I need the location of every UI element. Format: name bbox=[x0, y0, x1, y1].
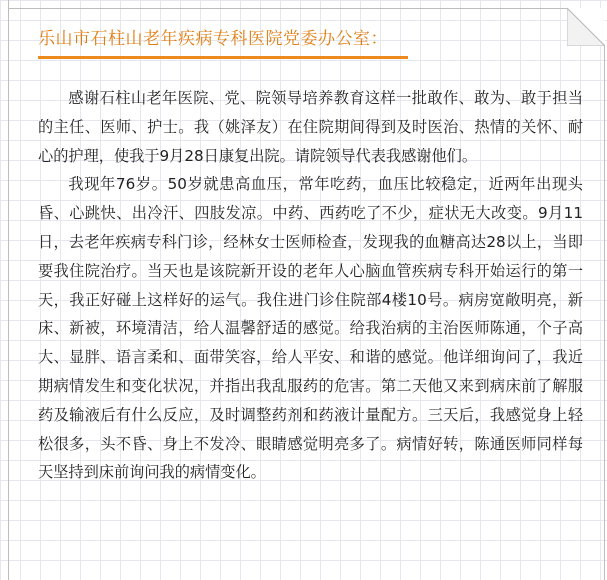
letter-paragraph: 我现年76岁。50岁就患高血压，常年吃药，血压比较稳定，近两年出现头昏、心跳快、出冷汗、四肢发凉。中药、西药吃了不少，症状无大改变。9月11日，去老年疾病专科门诊，经林女士医师检查，发现我的血糖高达28以上，当即要我住院治疗。当天也是该院新开设的老年人心脑血管疾病专科开始运行的第一天，我正好碰上这样好的运气。我住进门诊住院部4楼10号。病房宽敞明亮，新床、新被，环境清洁，给人温馨舒适的感觉。给我治病的主治医师陈通，个子高大、显胖、语言柔和、面带笑容，给人平安、和谐的感觉。他详细询问了，我近期病情发生和变化状况，并指出我乱服药的危害。第二天他又来到病床前了解服药及输液后有什么反应，及时调整药剂和药液计量配方。三天后，我感觉身上轻松很多，头不昏、身上不发冷、眼睛感觉明亮多了。病情好转，陈通医师同样每天坚持到床前询问我的病情变化。 bbox=[38, 175, 583, 482]
page-border-right bbox=[604, 46, 605, 580]
letter-salutation: 乐山市石柱山老年疾病专科医院党委办公室： bbox=[38, 29, 388, 49]
page-border-left bbox=[8, 0, 9, 580]
folded-corner-icon bbox=[567, 8, 605, 46]
heading-underline bbox=[38, 56, 408, 59]
letter-paragraph: 感谢石柱山老年医院、党、院领导培养教育这样一批敢作、敢为、敢于担当的主任、医师、护士。我（姚泽友）在住院期间得到及时医治、热情的关怀、耐心的护理，使我于9月28日康复出院。请院领导代表我感谢他们。 bbox=[38, 89, 583, 165]
page-border-top bbox=[8, 8, 567, 9]
letter-body bbox=[38, 84, 583, 487]
